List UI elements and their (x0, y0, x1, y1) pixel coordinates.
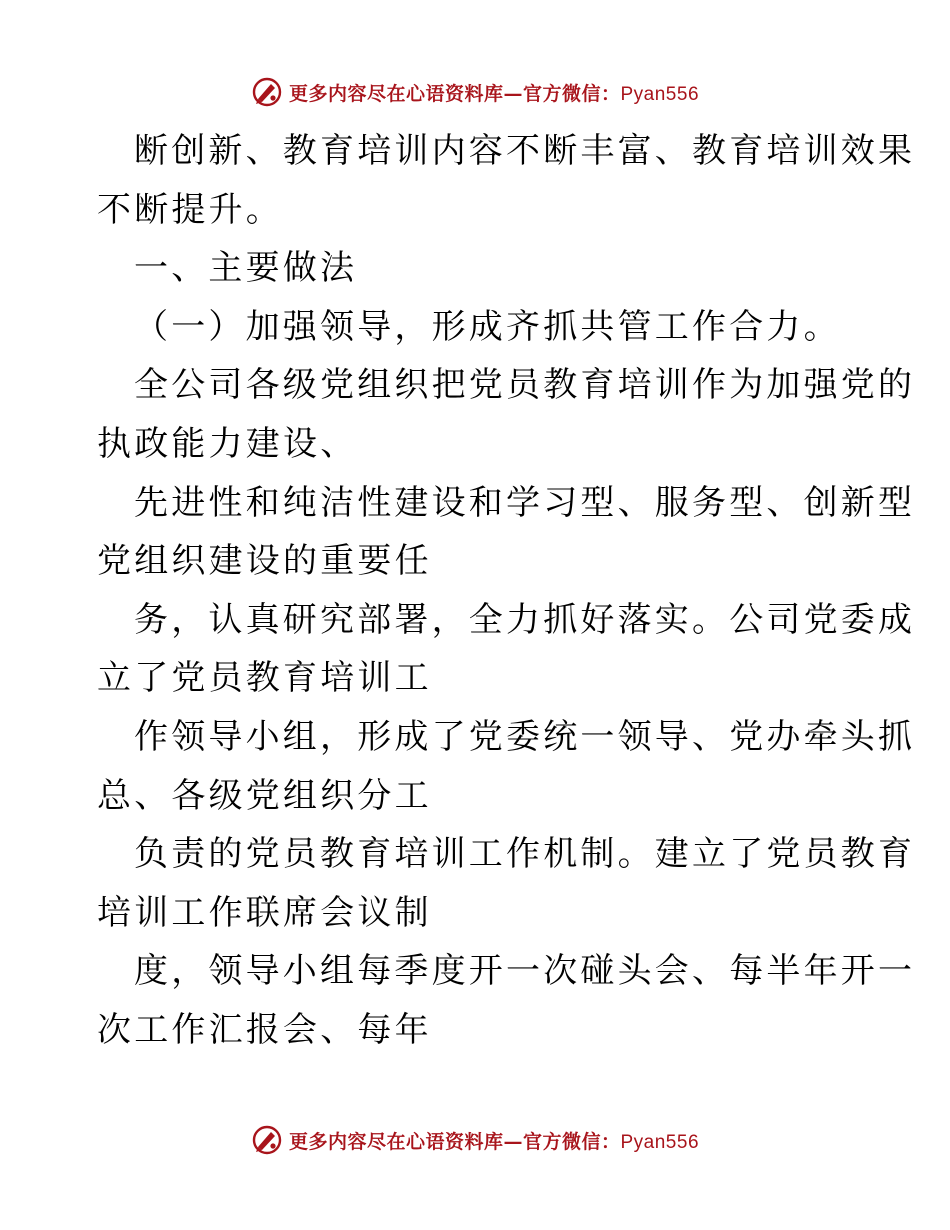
text-line: （一）加强领导，形成齐抓共管工作合力。 (134, 306, 841, 347)
banner-text-cn: 更多内容尽在心语资料库—官方微信： (288, 82, 621, 105)
text-line: 断创新、教育培训内容不断丰富、教育培训效果 (134, 131, 916, 171)
red-pen-logo-icon (251, 76, 283, 108)
header-watermark-banner (0, 72, 950, 112)
text-line: 执政能力建设、 (97, 423, 358, 464)
banner-text (289, 1127, 699, 1154)
text-line: 务，认真研究部署，全力抓好落实。公司党委成 (134, 599, 916, 640)
red-pen-logo-icon (251, 1124, 283, 1156)
text-line: 先进性和纯洁性建设和学习型、服务型、创新型 (134, 482, 916, 523)
banner-text-en: Pyan556 (620, 83, 700, 105)
footer-watermark-banner (0, 1120, 950, 1160)
text-line: 度，领导小组每季度开一次碰头会、每半年开一 (134, 951, 916, 992)
banner-text-en: Pyan556 (620, 1131, 700, 1153)
text-line: 负责的党员教育培训工作机制。建立了党员教育 (134, 834, 916, 875)
document-body (97, 122, 916, 1060)
text-line: 总、各级党组织分工 (97, 775, 432, 816)
banner-text (289, 79, 699, 106)
text-line: 次工作汇报会、每年 (97, 1009, 432, 1050)
text-line: 不断提升。 (97, 189, 283, 230)
banner-text-cn: 更多内容尽在心语资料库—官方微信： (288, 1130, 621, 1153)
text-line: 一、主要做法 (134, 248, 358, 289)
text-line: 全公司各级党组织把党员教育培训作为加强党的 (134, 365, 916, 406)
text-line: 培训工作联席会议制 (97, 892, 432, 933)
text-line: 立了党员教育培训工 (97, 658, 432, 699)
text-line: 党组织建设的重要任 (97, 541, 432, 582)
text-line: 作领导小组，形成了党委统一领导、党办牵头抓 (134, 716, 916, 757)
